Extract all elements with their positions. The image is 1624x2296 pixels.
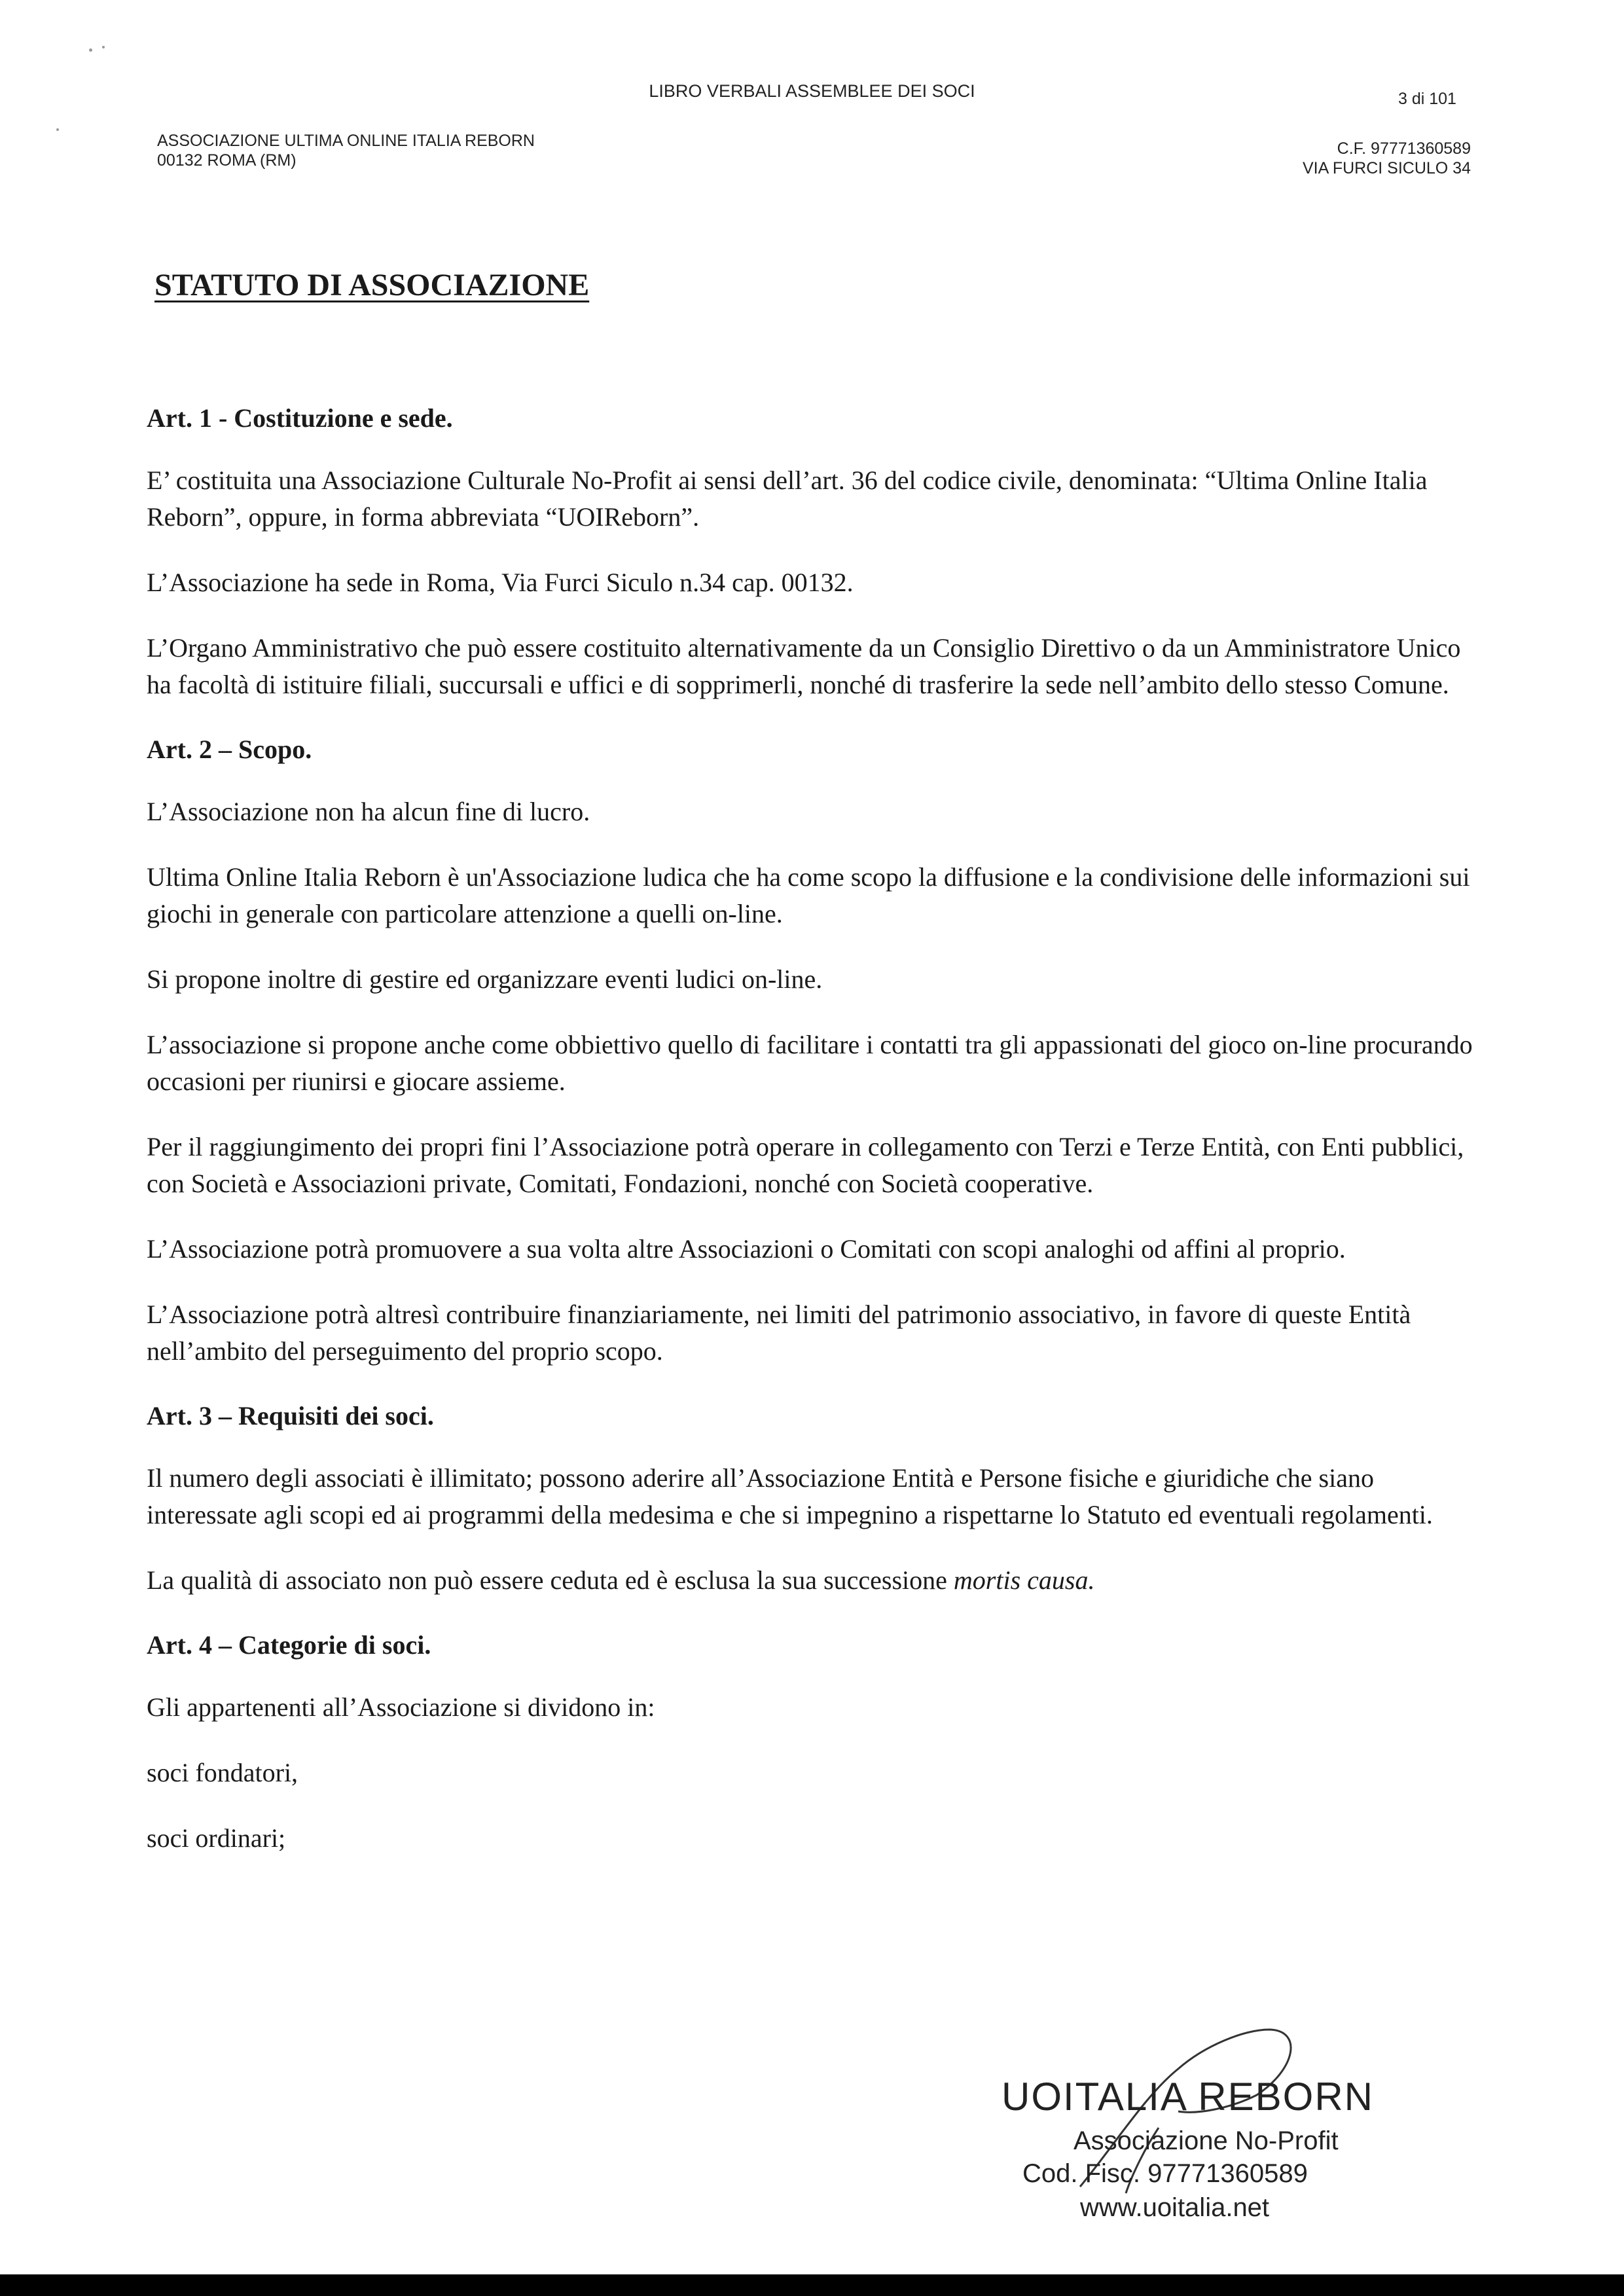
- scan-speck: [56, 128, 59, 131]
- scan-speck: [89, 48, 92, 52]
- article-4-paragraph: Gli appartenenti all’Associazione si dividono in:: [147, 1692, 655, 1722]
- page-number: 3 di 101: [1398, 90, 1456, 108]
- article-2-paragraph: Per il raggiungimento dei propri fini l’Associazione potrà operare in collegamento con Terzi e Terze Entità, con Enti pubblici, con Società e Associazioni private, Comitati, Fondazioni, nonché con Società cooperative.: [147, 1132, 1464, 1198]
- article-2-paragraph: L’Associazione potrà altresì contribuire finanziariamente, nei limiti del patrimonio associativo, in favore di queste Entità nell’ambito del perseguimento del proprio scopo.: [147, 1300, 1411, 1366]
- association-address: [157, 131, 535, 170]
- association-city: 00132 ROMA (RM): [157, 151, 297, 170]
- article-4-heading: Art. 4 – Categorie di soci.: [147, 1630, 431, 1660]
- latin-term: mortis causa.: [953, 1565, 1095, 1595]
- document-body: [147, 401, 1475, 1886]
- member-category-item: soci fondatori,: [147, 1758, 298, 1787]
- article-2-heading: Art. 2 – Scopo.: [147, 735, 312, 764]
- association-stamp: [982, 2016, 1479, 2239]
- article-3-heading: Art. 3 – Requisiti dei soci.: [147, 1401, 434, 1430]
- article-1-paragraph: L’Organo Amministrativo che può essere costituito alternativamente da un Consiglio Direttivo o da un Amministratore Unico ha facoltà di istituire filiali, succursali e uffici e di sopprimerli, nonché di trasferire la sede nell’ambito dello stesso Comune.: [147, 633, 1461, 699]
- article-3-paragraph: [147, 1562, 1475, 1599]
- stamp-website: www.uoitalia.net: [1080, 2193, 1270, 2222]
- article-2-paragraph: Si propone inoltre di gestire ed organizzare eventi ludici on-line.: [147, 964, 823, 994]
- stamp-fiscal-code: Cod. Fisc. 97771360589: [1022, 2159, 1308, 2188]
- article-2-paragraph: L’associazione si propone anche come obbiettivo quello di facilitare i contatti tra gli appassionati del gioco on-line procurando occasioni per riunirsi e giocare assieme.: [147, 1030, 1473, 1096]
- stamp-type: Associazione No-Profit: [1074, 2126, 1339, 2155]
- article-3-paragraph-text: La qualità di associato non può essere ceduta ed è esclusa la sua successione: [147, 1565, 954, 1595]
- document-title: STATUTO DI ASSOCIAZIONE: [154, 268, 590, 302]
- member-category-item: soci ordinari;: [147, 1823, 286, 1853]
- article-1-paragraph: L’Associazione ha sede in Roma, Via Furci Siculo n.34 cap. 00132.: [147, 568, 854, 597]
- article-1-paragraph: E’ costituita una Associazione Culturale No-Profit ai sensi dell’art. 36 del codice civile, denominata: “Ultima Online Italia Reborn”, oppure, in forma abbreviata “UOIReborn”.: [147, 465, 1428, 532]
- stamp-name: UOITALIA REBORN: [1001, 2075, 1375, 2119]
- association-name: ASSOCIAZIONE ULTIMA ONLINE ITALIA REBORN: [157, 132, 535, 150]
- scan-speck: [102, 46, 105, 48]
- fiscal-code: C.F. 97771360589: [1337, 139, 1471, 158]
- association-fiscal-info: [1303, 139, 1471, 178]
- article-1-heading: Art. 1 - Costituzione e sede.: [147, 403, 453, 433]
- street-address: VIA FURCI SICULO 34: [1302, 159, 1471, 177]
- register-title: LIBRO VERBALI ASSEMBLEE DEI SOCI: [649, 81, 975, 101]
- article-2-paragraph: L’Associazione non ha alcun fine di lucro.: [147, 797, 590, 826]
- article-2-paragraph: L’Associazione potrà promuovere a sua volta altre Associazioni o Comitati con scopi analoghi od affini al proprio.: [147, 1234, 1346, 1264]
- article-3-paragraph: Il numero degli associati è illimitato; possono aderire all’Associazione Entità e Persone fisiche e giuridiche che siano interessate agli scopi ed ai programmi della medesima e che si impegnino a rispettarne lo Statuto ed eventuali regolamenti.: [147, 1463, 1433, 1529]
- article-2-paragraph: Ultima Online Italia Reborn è un'Associazione ludica che ha come scopo la diffusione e la condivisione delle informazioni sui giochi in generale con particolare attenzione a quelli on-line.: [147, 862, 1470, 928]
- scan-border: [0, 2274, 1624, 2296]
